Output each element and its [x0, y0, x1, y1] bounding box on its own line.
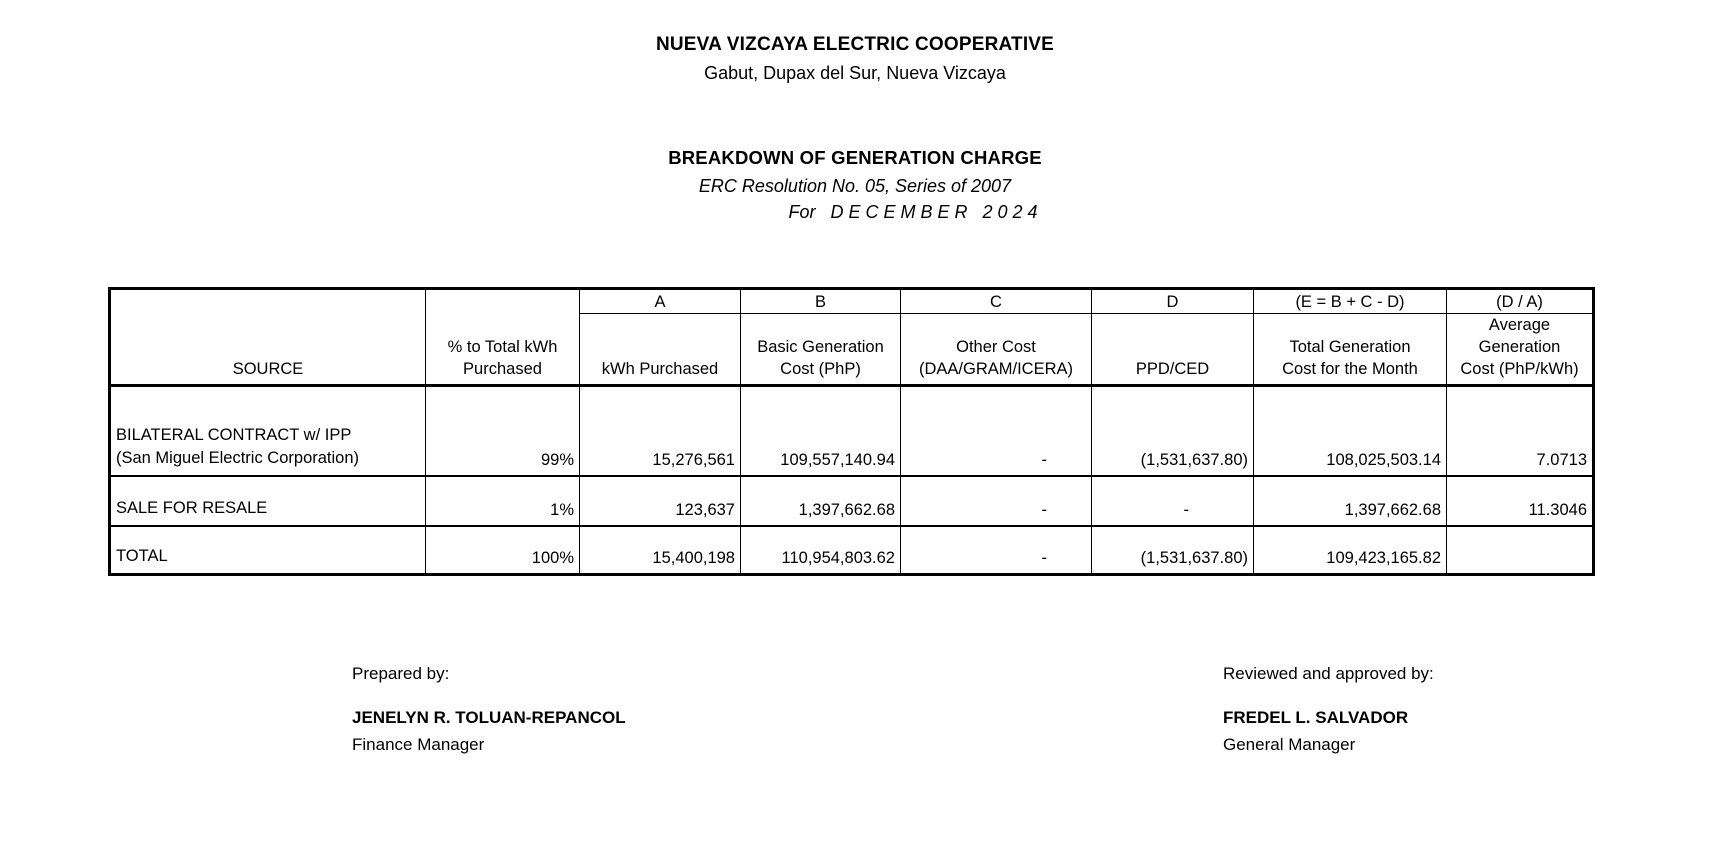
col-header-basic: Basic Generation Cost (PhP)	[741, 314, 901, 386]
cell-other-cost: -	[901, 526, 1092, 575]
col-letter-d-over-a: (D / A)	[1447, 289, 1594, 314]
doc-title: BREAKDOWN OF GENERATION CHARGE	[668, 147, 1042, 168]
approved-by-title: General Manager	[1223, 735, 1356, 754]
col-header-source	[110, 289, 426, 386]
doc-period: For D E C E M B E R 2 0 2 4	[788, 202, 1038, 222]
approved-by-label: Reviewed and approved by:	[1223, 664, 1434, 683]
row-bilateral-contract	[110, 386, 1594, 476]
col-letter-a: A	[580, 289, 741, 314]
cell-pct: 100%	[426, 526, 580, 575]
prepared-by-label: Prepared by:	[352, 664, 450, 683]
prepared-by-name: JENELYN R. TOLUAN-REPANCOL	[352, 708, 626, 727]
col-letter-b: B	[741, 289, 901, 314]
cell-ppd: -	[1092, 476, 1254, 526]
cell-source: TOTAL	[110, 526, 426, 575]
approved-by-name: FREDEL L. SALVADOR	[1223, 708, 1409, 727]
cell-avg-cost: 11.3046	[1447, 476, 1594, 526]
cell-other-cost: -	[901, 386, 1092, 476]
cell-source: SALE FOR RESALE	[110, 476, 426, 526]
col-header-source-label: SOURCE	[232, 360, 304, 378]
prepared-by-title: Finance Manager	[352, 735, 485, 754]
cell-source: BILATERAL CONTRACT w/ IPP (San Miguel Electric Corporation)	[110, 386, 426, 476]
org-address: Gabut, Dupax del Sur, Nueva Vizcaya	[704, 63, 1006, 83]
cell-pct: 1%	[426, 476, 580, 526]
cell-ppd: (1,531,637.80)	[1092, 386, 1254, 476]
cell-total-cost: 108,025,503.14	[1254, 386, 1447, 476]
header-letter-row	[110, 289, 1594, 314]
col-letter-c: C	[901, 289, 1092, 314]
org-name: NUEVA VIZCAYA ELECTRIC COOPERATIVE	[655, 34, 1055, 55]
row-total	[110, 526, 1594, 575]
cell-basic-cost: 1,397,662.68	[741, 476, 901, 526]
generation-charge-table	[108, 287, 1595, 576]
col-header-other: Other Cost (DAA/GRAM/ICERA)	[901, 314, 1092, 386]
col-letter-d: D	[1092, 289, 1254, 314]
cell-basic-cost: 110,954,803.62	[741, 526, 901, 575]
col-header-avg: Average Generation Cost (PhP/kWh)	[1447, 314, 1594, 386]
cell-kwh: 123,637	[580, 476, 741, 526]
cell-kwh: 15,276,561	[580, 386, 741, 476]
cell-pct: 99%	[426, 386, 580, 476]
col-header-pct: % to Total kWh Purchased	[426, 289, 580, 386]
row-sale-for-resale	[110, 476, 1594, 526]
org-header	[0, 34, 1710, 84]
cell-ppd: (1,531,637.80)	[1092, 526, 1254, 575]
cell-basic-cost: 109,557,140.94	[741, 386, 901, 476]
cell-kwh: 15,400,198	[580, 526, 741, 575]
cell-other-cost: -	[901, 476, 1092, 526]
col-letter-e-formula: (E = B + C - D)	[1254, 289, 1447, 314]
col-header-ppd: PPD/CED	[1092, 314, 1254, 386]
cell-total-cost: 109,423,165.82	[1254, 526, 1447, 575]
col-header-kwh: kWh Purchased	[580, 314, 741, 386]
col-header-total: Total Generation Cost for the Month	[1254, 314, 1447, 386]
title-block	[0, 147, 1710, 223]
cell-avg-cost: 7.0713	[1447, 386, 1594, 476]
cell-total-cost: 1,397,662.68	[1254, 476, 1447, 526]
doc-subtitle: ERC Resolution No. 05, Series of 2007	[698, 176, 1012, 196]
cell-avg-cost	[1447, 526, 1594, 575]
